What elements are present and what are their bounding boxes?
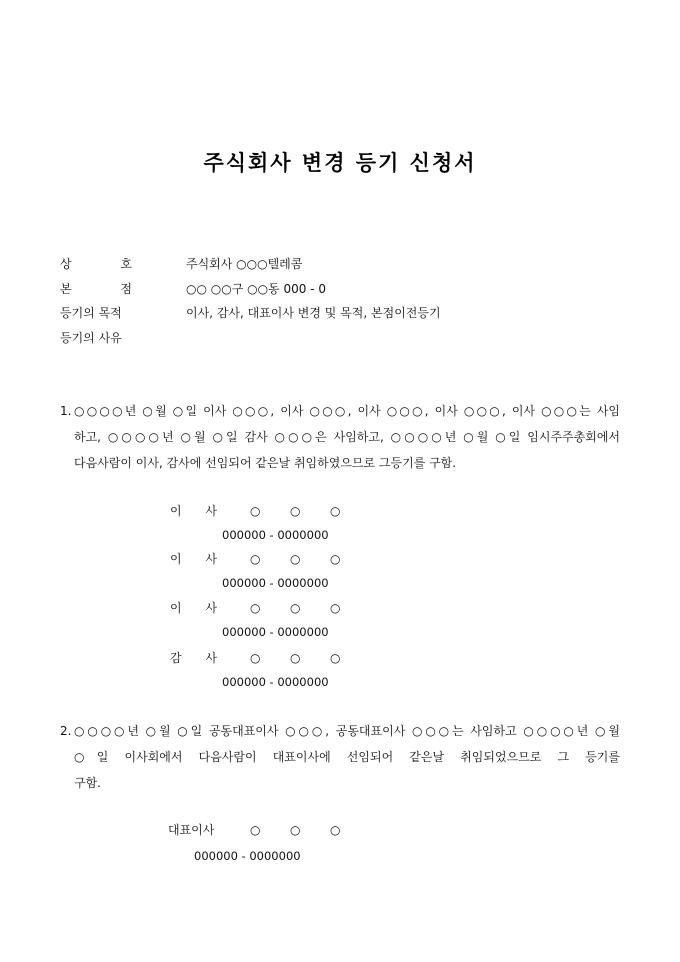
info-value: 이사, 감사, 대표이사 변경 및 목적, 본점이전등기: [186, 306, 441, 320]
officer-name: ○ ○ ○: [250, 823, 341, 837]
info-value: ○○ ○○구 ○○동 000 - 0: [186, 282, 326, 296]
info-value: 주식회사 ○○○텔레콤: [186, 257, 303, 271]
officer-id-number: 000000 - 0000000: [194, 849, 301, 863]
paragraph-line: 다음사람이 이사, 감사에 선임되어 같은날 취임하였으므로 그등기를 구함.: [74, 456, 457, 470]
officer-id-number: 000000 - 0000000: [222, 576, 329, 590]
paragraph-line: 구함.: [74, 776, 101, 790]
officer-role: 이 사: [170, 552, 217, 566]
info-label: 등기의 사유: [60, 331, 122, 345]
paragraph-line: ○○○○년 ○월 ○일 공동대표이사 ○○○, 공동대표이사 ○○○는 사임하고 ○○○○년 ○월: [74, 724, 620, 738]
paragraph-line: 하고, ○○○○년 ○월 ○일 감사 ○○○은 사임하고, ○○○○년 ○월 ○일 임시주주총회에서: [74, 430, 620, 444]
paragraph-2: [60, 718, 620, 796]
paragraph-number: 1.: [60, 404, 72, 418]
paragraph-number: 2.: [60, 724, 72, 738]
info-label: 등기의 목적: [60, 306, 122, 320]
officer-role: 이 사: [170, 601, 217, 615]
paragraph-line: ○일 이사회에서 다음사람이 대표이사에 선임되어 같은날 취임되었으므로 그 등기를: [74, 750, 620, 764]
officer-role: 대표이사: [168, 823, 215, 837]
officer-role: 감 사: [170, 651, 217, 665]
officer-name: ○ ○ ○: [250, 504, 341, 518]
officer-id-number: 000000 - 0000000: [222, 625, 329, 639]
paragraph-line: ○○○○년 ○월 ○일 이사 ○○○, 이사 ○○○, 이사 ○○○, 이사 ○○○, 이사 ○○○는 사임: [74, 404, 620, 418]
document-title: 주식회사 변경 등기 신청서: [203, 150, 477, 175]
info-label: 본 점: [60, 282, 132, 296]
paragraph-1: [60, 398, 620, 476]
officer-name: ○ ○ ○: [250, 552, 341, 566]
officer-id-number: 000000 - 0000000: [222, 675, 329, 689]
officer-name: ○ ○ ○: [250, 651, 341, 665]
info-label: 상 호: [60, 257, 132, 271]
officer-name: ○ ○ ○: [250, 601, 341, 615]
officer-id-number: 000000 - 0000000: [222, 528, 329, 542]
officer-role: 이 사: [170, 504, 217, 518]
